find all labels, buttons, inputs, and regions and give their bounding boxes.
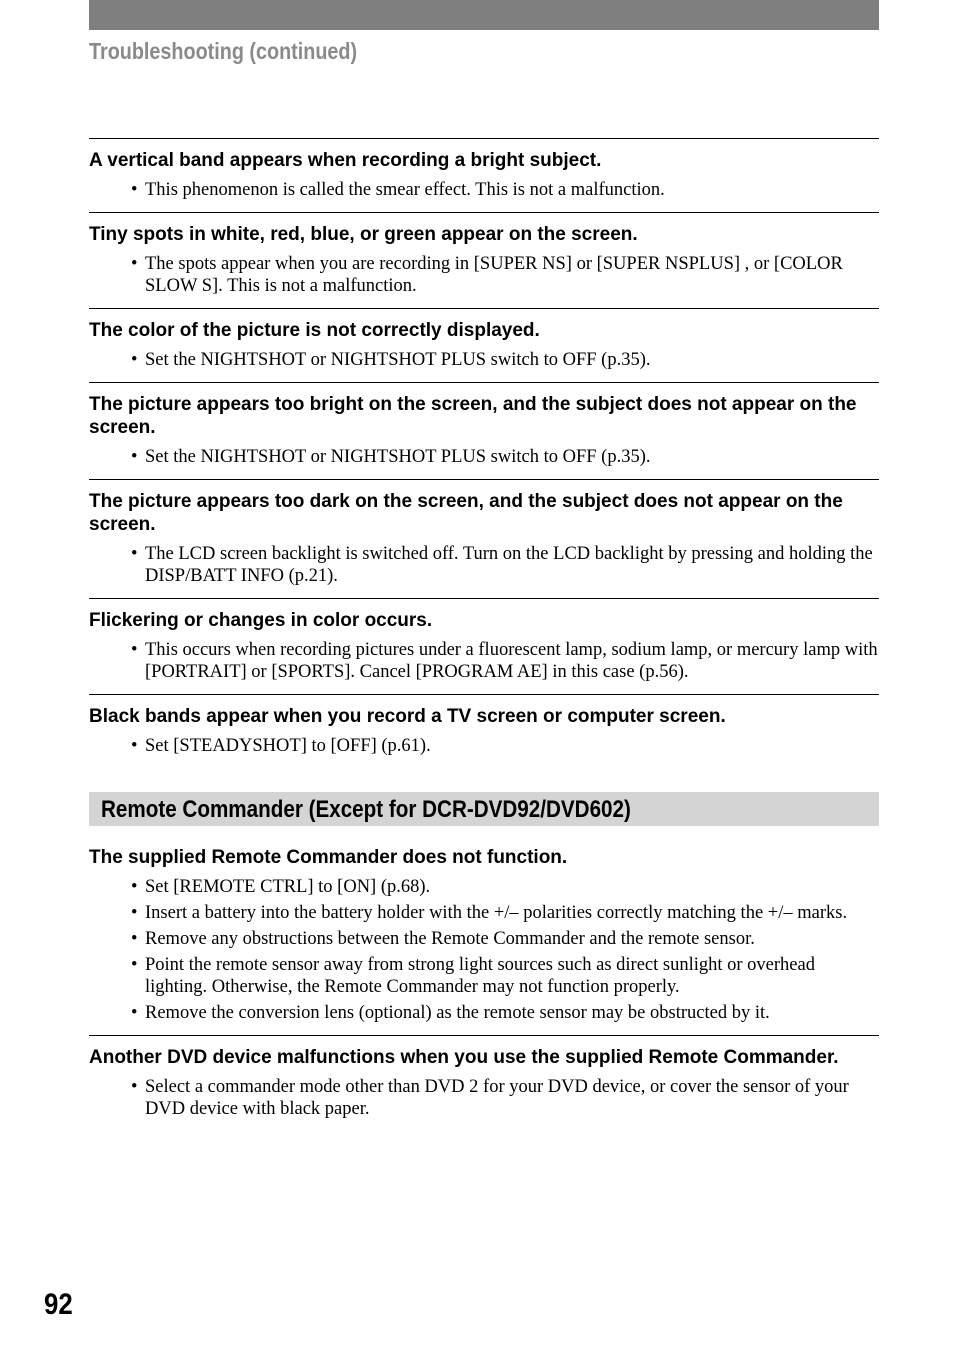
remedy-list [89, 253, 879, 297]
bullet-icon: • [131, 736, 138, 756]
remedy-item [89, 928, 879, 950]
remedy-list [89, 735, 879, 757]
trouble-item [89, 836, 879, 1035]
trouble-item [89, 138, 879, 212]
remedy-item [89, 639, 879, 683]
remedy-item [89, 446, 879, 468]
remedy-list [89, 179, 879, 201]
bullet-icon: • [131, 1077, 138, 1097]
remedy-text: Point the remote sensor away from strong light sources such as direct sunlight or overhead lighting. Otherwise, the Remote Commander may not function properly. [145, 955, 815, 997]
remedy-item [89, 253, 879, 297]
symptom-heading: Black bands appear when you record a TV screen or computer screen. [89, 706, 726, 727]
bullet-icon: • [131, 929, 138, 949]
remedy-text: Set the NIGHTSHOT or NIGHTSHOT PLUS switch to OFF (p.35). [145, 350, 651, 370]
header-bar [89, 0, 879, 30]
trouble-item [89, 1035, 879, 1131]
remedy-text: Set [REMOTE CTRL] to [ON] (p.68). [145, 877, 431, 897]
symptom-heading: Tiny spots in white, red, blue, or green appear on the screen. [89, 224, 638, 245]
remedy-item [89, 876, 879, 898]
symptom-heading: Flickering or changes in color occurs. [89, 610, 433, 631]
bullet-icon: • [131, 877, 138, 897]
symptom-heading: The picture appears too dark on the screen, and the subject does not appear on the screen. [89, 491, 843, 535]
remedy-text: This occurs when recording pictures under a fluorescent lamp, sodium lamp, or mercury lamp with [PORTRAIT] or [SPORTS]. Cancel [PROGRAM AE] in this case (p.56). [145, 640, 878, 682]
bullet-icon: • [131, 1003, 138, 1023]
section-title-band [89, 792, 879, 826]
trouble-item [89, 382, 879, 479]
bullet-icon: • [131, 350, 138, 370]
remedy-list [89, 639, 879, 683]
remedy-text: Set [STEADYSHOT] to [OFF] (p.61). [145, 736, 431, 756]
remedy-item [89, 902, 879, 924]
symptom-heading: A vertical band appears when recording a bright subject. [89, 150, 602, 171]
remedy-text: The spots appear when you are recording in [SUPER NS] or [SUPER NSPLUS] , or [COLOR SLOW S]. This is not a malfunction. [145, 254, 843, 296]
remedy-list [89, 349, 879, 371]
remedy-text: Set the NIGHTSHOT or NIGHTSHOT PLUS switch to OFF (p.35). [145, 447, 651, 467]
bullet-icon: • [131, 903, 138, 923]
troubleshooting-content [89, 138, 879, 1131]
remedy-list [89, 1076, 879, 1120]
remedy-text: Select a commander mode other than DVD 2 for your DVD device, or cover the sensor of your DVD device with black paper. [145, 1077, 849, 1119]
bullet-icon: • [131, 447, 138, 467]
remedy-list [89, 543, 879, 587]
trouble-item [89, 598, 879, 694]
symptom-heading: Another DVD device malfunctions when you use the supplied Remote Commander. [89, 1047, 839, 1068]
trouble-item [89, 694, 879, 768]
trouble-item [89, 308, 879, 382]
page-number: 92 [44, 1288, 73, 1321]
remedy-item [89, 1002, 879, 1024]
remedy-item [89, 179, 879, 201]
remedy-text: The LCD screen backlight is switched off. Turn on the LCD backlight by pressing and holding the DISP/BATT INFO (p.21). [145, 544, 873, 586]
trouble-item [89, 212, 879, 308]
remedy-text: This phenomenon is called the smear effect. This is not a malfunction. [145, 180, 665, 200]
bullet-icon: • [131, 640, 138, 660]
symptom-heading: The picture appears too bright on the screen, and the subject does not appear on the screen. [89, 394, 857, 438]
section-title: Remote Commander (Except for DCR-DVD92/DVD602) [101, 796, 631, 823]
bullet-icon: • [131, 544, 138, 564]
symptom-heading: The color of the picture is not correctly displayed. [89, 320, 540, 341]
remedy-list [89, 876, 879, 1024]
remedy-item [89, 543, 879, 587]
remedy-text: Remove the conversion lens (optional) as the remote sensor may be obstructed by it. [145, 1003, 770, 1023]
remedy-item [89, 954, 879, 998]
trouble-item [89, 479, 879, 598]
symptom-heading: The supplied Remote Commander does not function. [89, 847, 568, 868]
remedy-text: Insert a battery into the battery holder with the +/– polarities correctly matching the +/– marks. [145, 903, 848, 923]
remedy-item [89, 1076, 879, 1120]
remedy-item [89, 735, 879, 757]
bullet-icon: • [131, 180, 138, 200]
remedy-text: Remove any obstructions between the Remote Commander and the remote sensor. [145, 929, 755, 949]
bullet-icon: • [131, 955, 138, 975]
remedy-item [89, 349, 879, 371]
bullet-icon: • [131, 254, 138, 274]
running-head: Troubleshooting (continued) [89, 38, 358, 64]
remedy-list [89, 446, 879, 468]
